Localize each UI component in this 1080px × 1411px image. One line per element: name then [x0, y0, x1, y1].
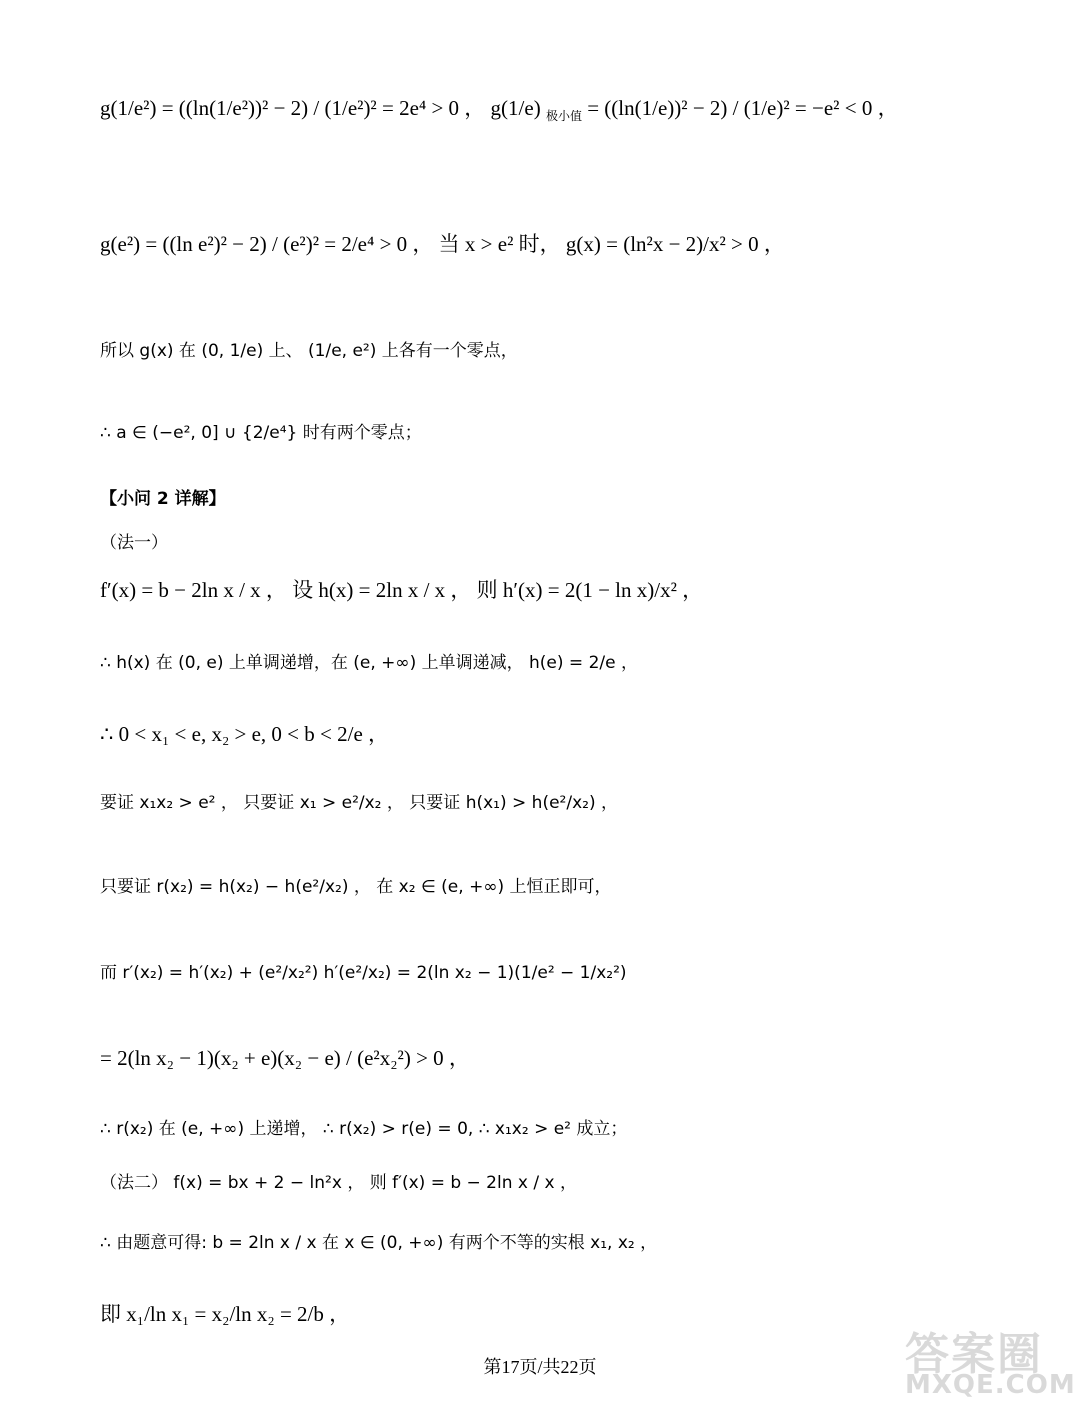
- method-one-label: [100, 528, 1020, 553]
- formula-g-inverse-e-squared: [100, 92, 1020, 124]
- method-two-equality: [100, 1298, 1020, 1328]
- text: 只要证 r(x₂) = h(x₂) − h(e²/x₂) ， 在 x₂ ∈ (e, +∞) 上恒正即可，: [100, 877, 612, 897]
- text: ∴ 由题意可得: b = 2ln x / x 在 x ∈ (0, +∞) 有两个不等的实根 x₁, x₂ ，: [100, 1233, 658, 1253]
- local-min-label: 极小值: [545, 109, 582, 124]
- proof-reduction: [100, 872, 1020, 897]
- text: 要证 x₁x₂ > e² ， 只要证 x₁ > e²/x₂ ， 只要证 h(x₁) > h(e²/x₂) ，: [100, 793, 618, 813]
- method-one-conclusion: [100, 1114, 1020, 1139]
- heading-text: 【小问 2 详解】: [100, 489, 226, 509]
- conclusion-a-range: [100, 418, 1020, 443]
- formula-g-e-squared: [100, 228, 1020, 258]
- text: 而 r′(x₂) = h′(x₂) + (e²/x₂²) h′(e²/x₂) = 2(ln x₂ − 1)(1/e² − 1/x₂²): [100, 963, 627, 983]
- formula-derivative-h: [100, 574, 1020, 604]
- text: ∴ h(x) 在 (0, e) 上单调递增，在 (e, +∞) 上单调递减， h(e) = 2/e ，: [100, 653, 638, 673]
- watermark-title: 答案圈: [905, 1329, 1043, 1380]
- formula-text-cont: = ((ln(1/e))² − 2) / (1/e)² = −e² < 0 ，: [587, 96, 899, 120]
- derivative-r: [100, 958, 1020, 983]
- watermark-url: MXQE.COM: [905, 1370, 1076, 1400]
- monotonicity-statement: [100, 648, 1020, 673]
- formula-text: g(e²) = ((ln e²)² − 2) / (e²)² = 2/e⁴ > 0 ， 当 x > e² 时， g(x) = (ln²x − 2)/x² > 0 ，: [100, 232, 785, 256]
- proof-goal: [100, 788, 1020, 813]
- method-two-intro: [100, 1168, 1020, 1193]
- method-two-roots: [100, 1228, 1020, 1253]
- formula-text: f′(x) = b − 2ln x / x ， 设 h(x) = 2ln x / x ， 则 h′(x) = 2(1 − ln x)/x² ，: [100, 578, 704, 602]
- variable-bounds: [100, 718, 1020, 748]
- text: ∴ 0 < x₁ < e, x₂ > e, 0 < b < 2/e ，: [100, 722, 390, 746]
- text: 所以 g(x) 在 (0, 1/e) 上、 (1/e, e²) 上各有一个零点，: [100, 341, 518, 361]
- text: 即 x₁/ln x₁ = x₂/ln x₂ = 2/b ，: [100, 1302, 351, 1326]
- section-heading: [100, 484, 1020, 509]
- text: （法一）: [100, 533, 168, 553]
- watermark-logo: [905, 1318, 1075, 1408]
- text: = 2(ln x₂ − 1)(x₂ + e)(x₂ − e) / (e²x₂²) > 0 ，: [100, 1046, 470, 1070]
- text: ∴ a ∈ (−e², 0] ∪ {2/e⁴} 时有两个零点；: [100, 423, 422, 443]
- text: ∴ r(x₂) 在 (e, +∞) 上递增， ∴ r(x₂) > r(e) = 0, ∴ x₁x₂ > e² 成立；: [100, 1119, 628, 1139]
- page-number: 第17页/共22页: [483, 1357, 597, 1377]
- zero-points-statement: [100, 336, 1020, 361]
- text: （法二） f(x) = bx + 2 − ln²x ， 则 f′(x) = b − 2ln x / x ，: [100, 1173, 577, 1193]
- formula-text: g(1/e²) = ((ln(1/e²))² − 2) / (1/e²)² = 2e⁴ > 0 ， g(1/e): [100, 96, 541, 120]
- derivative-r-simplified: [100, 1042, 1020, 1072]
